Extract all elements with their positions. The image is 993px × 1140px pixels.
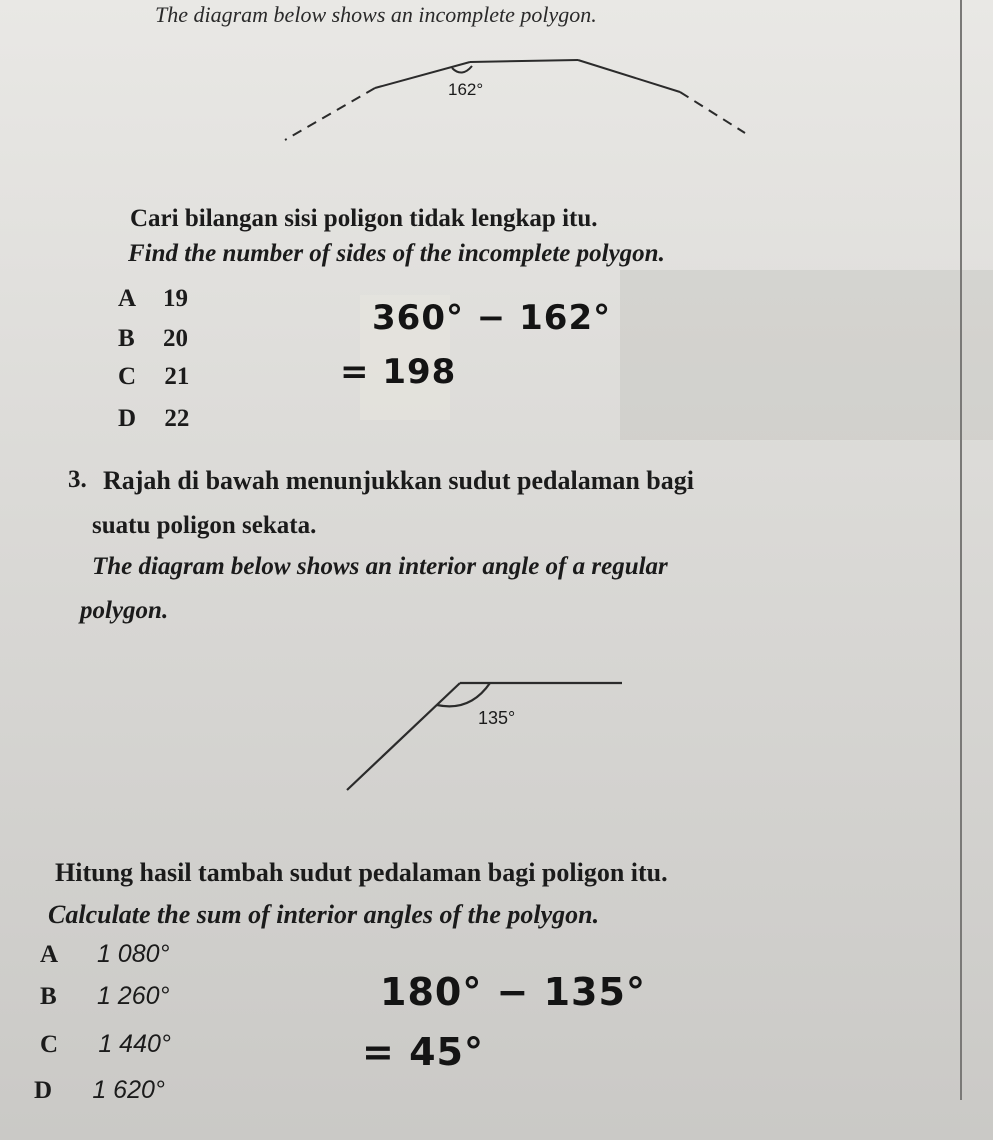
angle-label-162: 162°: [448, 80, 484, 99]
option-value: 1 080°: [96, 940, 170, 968]
angle-arc-2: [437, 683, 490, 706]
polygon-edge-top: [470, 60, 578, 62]
q3-handwriting-line2: = 45°: [362, 1030, 484, 1074]
q3-option-b[interactable]: [40, 982, 170, 1011]
q3-number: 3.: [68, 466, 87, 493]
q3-text-malay-2: suatu poligon sekata.: [92, 512, 317, 539]
option-value: 1 620°: [92, 1076, 165, 1104]
option-value: 21: [164, 363, 190, 390]
option-value: 22: [164, 405, 190, 432]
option-letter: D: [34, 1077, 53, 1104]
q2-option-c[interactable]: [118, 363, 189, 391]
q2-handwriting-line1: 360° − 162°: [372, 298, 612, 338]
q2-text-english: Find the number of sides of the incomplete polygon.: [128, 240, 665, 267]
q3-text-english-1: The diagram below shows an interior angle of a regular: [92, 553, 668, 580]
option-letter: C: [118, 363, 137, 390]
option-value: 19: [162, 285, 188, 312]
q3-handwriting-line1: 180° − 135°: [380, 970, 646, 1014]
q3-text-english-2: polygon.: [80, 597, 169, 624]
q3-option-c[interactable]: [40, 1030, 171, 1059]
polygon-edge-right: [578, 60, 680, 92]
option-letter: A: [40, 941, 57, 968]
q3-prompt-malay: Hitung hasil tambah sudut pedalaman bagi poligon itu.: [55, 858, 668, 887]
option-letter: A: [118, 285, 135, 312]
q2-handwriting-line2: = 198: [340, 352, 457, 392]
angle-ray-diagonal: [347, 683, 460, 790]
q2-text-malay: Cari bilangan sisi poligon tidak lengkap itu.: [130, 205, 598, 232]
option-value: 1 440°: [98, 1030, 171, 1058]
q3-text-malay-1: Rajah di bawah menunjukkan sudut pedalaman bagi: [103, 466, 694, 495]
angle-label-135: 135°: [478, 708, 516, 728]
option-value: 1 260°: [96, 982, 170, 1010]
option-letter: C: [40, 1031, 59, 1058]
option-letter: D: [118, 405, 137, 432]
option-letter: B: [118, 325, 135, 352]
polygon-edge-dashed-left: [285, 88, 375, 140]
polygon-edge-dashed-right: [680, 92, 745, 133]
q2-option-b[interactable]: [118, 325, 188, 353]
option-value: 20: [162, 325, 188, 352]
q3-prompt-english: Calculate the sum of interior angles of the polygon.: [48, 900, 600, 929]
q2-option-d[interactable]: [118, 405, 189, 433]
q3-option-a[interactable]: [40, 940, 170, 969]
q2-option-a[interactable]: [118, 285, 188, 313]
q3-option-d[interactable]: [34, 1076, 165, 1105]
header-text: The diagram below shows an incomplete polygon.: [155, 2, 597, 27]
option-letter: B: [40, 983, 57, 1010]
